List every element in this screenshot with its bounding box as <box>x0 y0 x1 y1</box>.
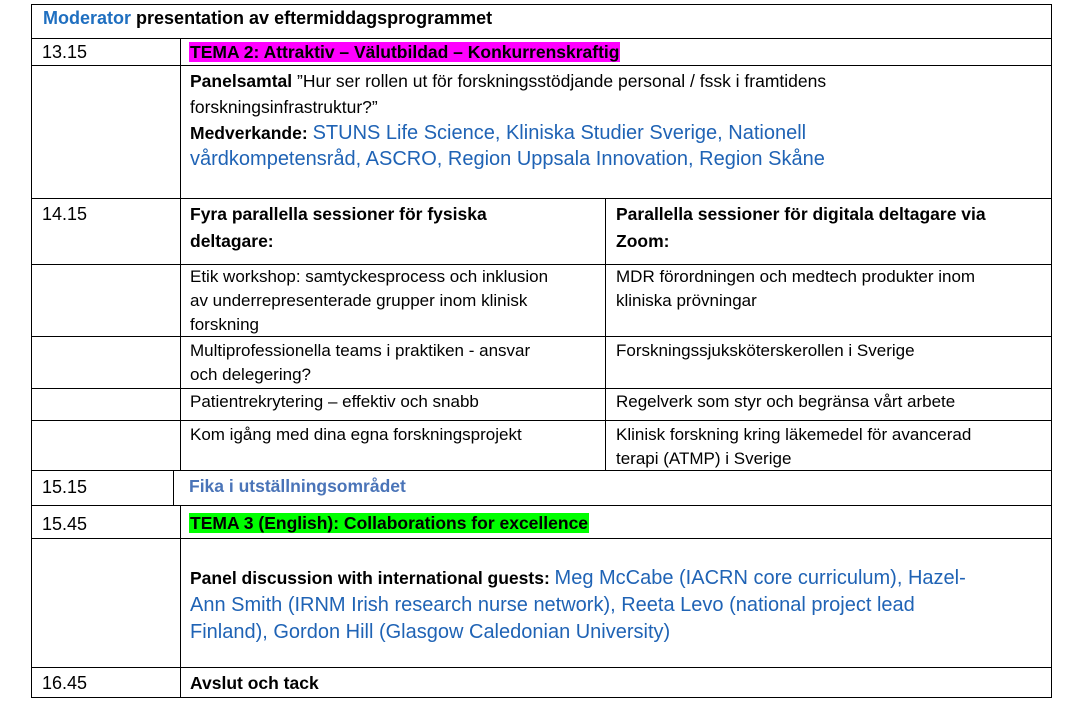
header-line: Fyra parallella sessioner för fysiska <box>190 204 487 224</box>
header-title: presentation av eftermiddagsprogrammet <box>136 8 493 28</box>
divider <box>1051 4 1052 698</box>
session-digital <box>616 390 955 414</box>
session-digital <box>616 339 915 363</box>
session-physical <box>190 390 479 414</box>
guests-line: Ann Smith (IRNM Irish research nurse network), Reeta Levo (national project lead <box>190 594 915 616</box>
column-header-physical <box>190 201 487 255</box>
panel-text-line: forskningsinfrastruktur?” <box>190 97 378 117</box>
time-label: 15.45 <box>42 514 88 534</box>
divider <box>31 505 1052 506</box>
session-line: och delegering? <box>190 365 311 384</box>
participants-label: Medverkande: <box>190 123 308 143</box>
session-line: Etik workshop: samtyckesprocess och inklusion <box>190 267 549 286</box>
session-line: Multiprofessionella teams i praktiken - ansvar <box>190 341 531 360</box>
panel-text-line: ”Hur ser rollen ut för forskningsstödjande personal / fssk i framtidens <box>297 71 827 91</box>
session-line: MDR förordningen och medtech produkter inom <box>616 267 976 286</box>
header-line: Zoom: <box>616 231 670 251</box>
session-physical <box>190 423 522 447</box>
fika-label: Fika i utställningsområdet <box>189 476 406 496</box>
session-line: kliniska prövningar <box>616 291 757 310</box>
time-label: 14.15 <box>42 204 88 224</box>
divider <box>31 697 1052 698</box>
time-label: 16.45 <box>42 673 88 693</box>
session-line: Kom igång med dina egna forskningsprojekt <box>190 425 522 444</box>
divider <box>605 198 606 471</box>
session-physical <box>190 265 548 337</box>
divider <box>31 65 1052 66</box>
session-line: av underrepresenterade grupper inom klinisk <box>190 291 528 310</box>
panel-label: Panelsamtal <box>190 71 293 91</box>
column-header-digital <box>616 201 986 255</box>
header-row <box>43 5 492 31</box>
theme-title <box>189 511 589 535</box>
session-line: terapi (ATMP) i Sverige <box>616 449 792 468</box>
session-line: Regelverk som styr och begränsa vårt arbete <box>616 392 956 411</box>
divider <box>31 38 1052 39</box>
header-line: Parallella sessioner för digitala deltagare via <box>616 204 986 224</box>
guests-line: Meg McCabe (IACRN core curriculum), Hazel- <box>554 567 966 589</box>
theme-2-highlight: TEMA 2: Attraktiv – Välutbildad – Konkurrenskraftig <box>190 42 620 62</box>
panel-label: Panel discussion with international guests: <box>190 568 550 588</box>
time-label: 13.15 <box>42 42 88 62</box>
divider <box>31 388 1052 389</box>
session-line: forskning <box>190 315 259 334</box>
divider <box>180 38 181 471</box>
header-line: deltagare: <box>190 231 274 251</box>
moderator-label: Moderator <box>43 8 132 28</box>
session-digital <box>616 423 971 471</box>
theme-3-highlight: TEMA 3 (English): Collaborations for excellence <box>190 513 589 533</box>
session-digital <box>616 265 975 313</box>
closing-label: Avslut och tack <box>190 673 319 693</box>
divider <box>173 470 174 506</box>
session-line: Klinisk forskning kring läkemedel för avancerad <box>616 425 972 444</box>
divider <box>31 198 1052 199</box>
participants-line: vårdkompetensråd, ASCRO, Region Uppsala Innovation, Region Skåne <box>190 148 825 170</box>
panel-discussion <box>190 565 966 646</box>
session-line: Forskningssjuksköterskerollen i Sverige <box>616 341 915 360</box>
divider <box>31 420 1052 421</box>
divider <box>31 667 1052 668</box>
session-line: Patientrekrytering – effektiv och snabb <box>190 392 479 411</box>
divider <box>31 538 1052 539</box>
divider <box>31 4 32 698</box>
guests-line: Finland), Gordon Hill (Glasgow Caledonian University) <box>190 621 671 643</box>
session-physical <box>190 339 530 387</box>
time-label: 15.15 <box>42 477 88 497</box>
panel-description <box>190 68 826 172</box>
divider <box>180 505 181 698</box>
participants-line: STUNS Life Science, Kliniska Studier Sverige, Nationell <box>312 122 807 144</box>
theme-title <box>189 40 620 64</box>
